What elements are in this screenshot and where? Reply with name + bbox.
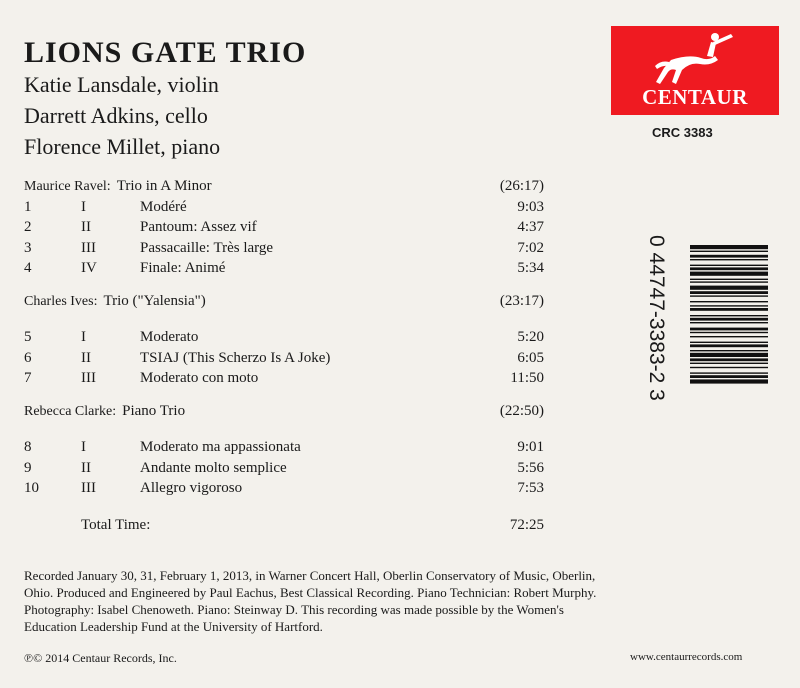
barcode <box>640 235 770 465</box>
catalog-number: CRC 3383 <box>652 125 713 140</box>
track-number: 7 <box>24 370 32 386</box>
barcode-bar <box>690 332 768 333</box>
performer-piano: Florence Millet, piano <box>24 134 221 159</box>
movement-title: TSIAJ (This Scherzo Is A Joke) <box>140 349 331 366</box>
movement-title: Andante molto semplice <box>140 459 287 476</box>
barcode-bar <box>690 367 768 368</box>
barcode-bar <box>690 305 768 306</box>
work-title: Piano Trio <box>122 402 186 419</box>
movement-title: Modéré <box>140 198 187 215</box>
barcode-bar <box>690 322 768 323</box>
notes-line: Education Leadership Fund at the University of Hartford. <box>24 619 323 634</box>
barcode-bars <box>690 245 770 445</box>
barcode-bar <box>690 286 768 290</box>
barcode-bar <box>690 291 768 294</box>
track-number: 4 <box>24 260 32 276</box>
barcode-bar <box>690 265 768 266</box>
track-number: 5 <box>24 329 32 345</box>
work-title: Trio in A Minor <box>116 178 212 194</box>
barcode-bar <box>690 281 768 282</box>
barcode-bar <box>690 342 768 343</box>
notes-line: Ohio. Produced and Engineered by Paul Eachus, Best Classical Recording. Piano Technician: Robert Murphy. <box>24 585 597 600</box>
centaur-figure-icon <box>611 26 779 86</box>
barcode-number: 0 44747-3383-2 3 <box>645 235 668 401</box>
barcode-bar <box>690 245 768 249</box>
total-time-label: Total Time: <box>81 516 151 533</box>
copyright: ℗© 2014 Centaur Records, Inc. <box>24 651 177 665</box>
barcode-bar <box>690 259 768 260</box>
barcode-bar <box>690 379 768 383</box>
composer-name: Rebecca Clarke: <box>24 403 117 419</box>
barcode-bar <box>690 279 768 280</box>
track-number: 9 <box>24 459 32 476</box>
work-title: Trio ("Yalensia") <box>103 292 206 309</box>
track-duration: 5:20 <box>517 329 544 345</box>
track-duration: 4:37 <box>517 219 544 235</box>
track-duration: 9:01 <box>517 439 544 455</box>
barcode-bar <box>690 344 768 347</box>
movement-number: I <box>81 439 86 455</box>
barcode-bar <box>690 353 768 357</box>
track-duration: 6:05 <box>517 349 544 366</box>
track-number: 10 <box>24 480 39 496</box>
track-duration: 7:02 <box>517 239 544 256</box>
performer-violin: Katie Lansdale, violin <box>24 72 219 97</box>
movement-title: Finale: Animé <box>140 260 226 276</box>
barcode-bar <box>690 295 768 296</box>
movement-title: Moderato <box>140 329 199 345</box>
movement-number: III <box>81 239 96 256</box>
movement-number: II <box>81 459 91 476</box>
barcode-bar <box>690 308 768 311</box>
composer-name: Maurice Ravel: <box>24 179 111 194</box>
movement-title: Moderato ma appassionata <box>140 439 301 455</box>
composer-name: Charles Ives: <box>24 293 98 309</box>
movement-number: III <box>81 370 96 386</box>
barcode-bar <box>690 318 768 321</box>
movement-number: III <box>81 480 96 496</box>
barcode-bar <box>690 375 768 378</box>
track-number: 8 <box>24 439 32 455</box>
barcode-bar <box>690 272 768 276</box>
barcode-bar <box>690 358 768 361</box>
barcode-bar <box>690 328 768 331</box>
movement-title: Passacaille: Très large <box>140 239 274 256</box>
work-header <box>24 403 544 420</box>
movement-number: I <box>81 198 86 215</box>
work-duration: (23:17) <box>499 292 544 309</box>
movement-number: II <box>81 219 91 235</box>
movement-number: II <box>81 349 91 366</box>
barcode-bar <box>690 372 768 373</box>
website: www.centaurrecords.com <box>630 651 743 663</box>
notes-line: Recorded January 30, 31, February 1, 2013, in Warner Concert Hall, Oberlin Conservatory of Music, Oberlin, <box>24 568 596 583</box>
logo-text: CENTAUR <box>642 85 748 109</box>
barcode-bar <box>690 251 768 252</box>
movement-number: IV <box>81 260 97 276</box>
work-header <box>24 178 544 195</box>
barcode-bar <box>690 350 768 351</box>
track-duration: 9:03 <box>517 198 544 215</box>
work-header <box>24 293 544 310</box>
notes-line: Photography: Isabel Chenoweth. Piano: Steinway D. This recording was made possible by the Women's <box>24 602 564 617</box>
track-duration: 11:50 <box>510 370 544 386</box>
movement-number: I <box>81 329 86 345</box>
recording-notes <box>24 567 774 635</box>
album-title: LIONS GATE TRIO <box>24 36 307 69</box>
barcode-bar <box>690 301 768 302</box>
barcode-bar <box>690 363 768 364</box>
track-number: 2 <box>24 219 32 235</box>
track-number: 3 <box>24 239 32 256</box>
track-duration: 5:34 <box>517 260 544 276</box>
track-duration: 5:56 <box>517 459 544 476</box>
work-duration: (22:50) <box>499 402 544 419</box>
performer-cello: Darrett Adkins, cello <box>24 103 208 128</box>
barcode-bar <box>690 255 768 258</box>
centaur-logo <box>611 26 779 115</box>
track-number: 1 <box>24 198 32 215</box>
barcode-bar <box>690 336 768 337</box>
track-number: 6 <box>24 349 32 366</box>
movement-title: Allegro vigoroso <box>140 480 243 496</box>
barcode-bar <box>690 267 768 270</box>
movement-title: Pantoum: Assez vif <box>140 219 257 235</box>
work-duration: (26:17) <box>499 178 544 194</box>
movement-title: Moderato con moto <box>140 370 259 386</box>
total-time-value: 72:25 <box>509 516 544 533</box>
track-duration: 7:53 <box>517 480 544 496</box>
barcode-bar <box>690 315 768 316</box>
